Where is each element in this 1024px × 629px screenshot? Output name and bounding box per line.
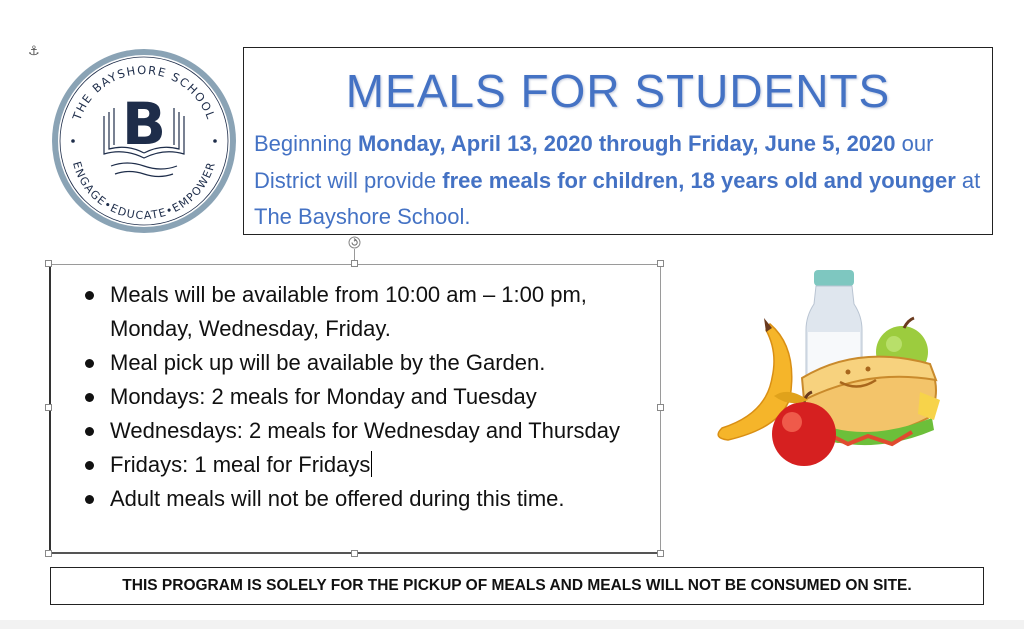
- bullet-text: Wednesdays: 2 meals for Wednesday and Thursday: [110, 418, 620, 443]
- logo-ring-top: THE BAYSHORE SCHOOL: [69, 62, 219, 123]
- intro-text-1: Beginning: [254, 131, 358, 156]
- bullet-icon: [85, 359, 94, 368]
- list-item: [60, 278, 620, 346]
- resize-handle-middle-left[interactable]: [45, 404, 52, 411]
- bullet-icon: [85, 291, 94, 300]
- list-item: [60, 414, 620, 448]
- meal-info-list: [60, 278, 620, 516]
- bullet-text: Meal pick up will be available by the Garden.: [110, 350, 546, 375]
- rotate-handle-icon[interactable]: [348, 236, 361, 249]
- intro-eligibility: free meals for children, 18 years old and younger: [442, 167, 956, 193]
- bullet-text: Adult meals will not be offered during this time.: [110, 486, 565, 511]
- bullet-icon: [85, 393, 94, 402]
- resize-handle-bottom-center[interactable]: [351, 550, 358, 557]
- intro-dates: Monday, April 13, 2020 through Friday, June 5, 2020: [357, 131, 896, 156]
- lunch-illustration: [708, 268, 946, 472]
- resize-handle-top-center[interactable]: [351, 260, 358, 267]
- page-bottom-edge: [0, 620, 1024, 629]
- intro-paragraph: [254, 126, 989, 236]
- bullet-text: Fridays: 1 meal for Fridays: [110, 452, 371, 477]
- bullet-text: Meals will be available from 10:00 am – 1:00 pm, Monday, Wednesday, Friday.: [110, 282, 587, 341]
- anchor-icon[interactable]: ⚓: [28, 43, 40, 58]
- page-title: MEALS FOR STUDENTS: [345, 65, 891, 117]
- resize-handle-top-left[interactable]: [45, 260, 52, 267]
- bullet-icon: [85, 495, 94, 504]
- list-item: [60, 346, 620, 380]
- logo-letter: B: [121, 90, 167, 158]
- bayshore-school-logo: [49, 46, 239, 236]
- list-item: [60, 482, 620, 516]
- list-item: [60, 448, 620, 482]
- text-cursor: [371, 451, 372, 477]
- resize-handle-top-right[interactable]: [657, 260, 664, 267]
- bullet-icon: [85, 427, 94, 436]
- resize-handle-middle-right[interactable]: [657, 404, 664, 411]
- pickup-notice: THIS PROGRAM IS SOLELY FOR THE PICKUP OF MEALS AND MEALS WILL NOT BE CONSUMED ON SITE.: [50, 567, 984, 605]
- logo-ring-bottom: ENGAGE•EDUCATE•EMPOWER: [69, 160, 219, 223]
- resize-handle-bottom-left[interactable]: [45, 550, 52, 557]
- bullet-icon: [85, 461, 94, 470]
- header-text-box[interactable]: [243, 47, 993, 235]
- intro-text-2: our District will provide: [254, 131, 934, 193]
- intro-text-3: at The Bayshore School.: [254, 167, 981, 229]
- resize-handle-bottom-right[interactable]: [657, 550, 664, 557]
- list-item: [60, 380, 620, 414]
- bullet-text: Mondays: 2 meals for Monday and Tuesday: [110, 384, 537, 409]
